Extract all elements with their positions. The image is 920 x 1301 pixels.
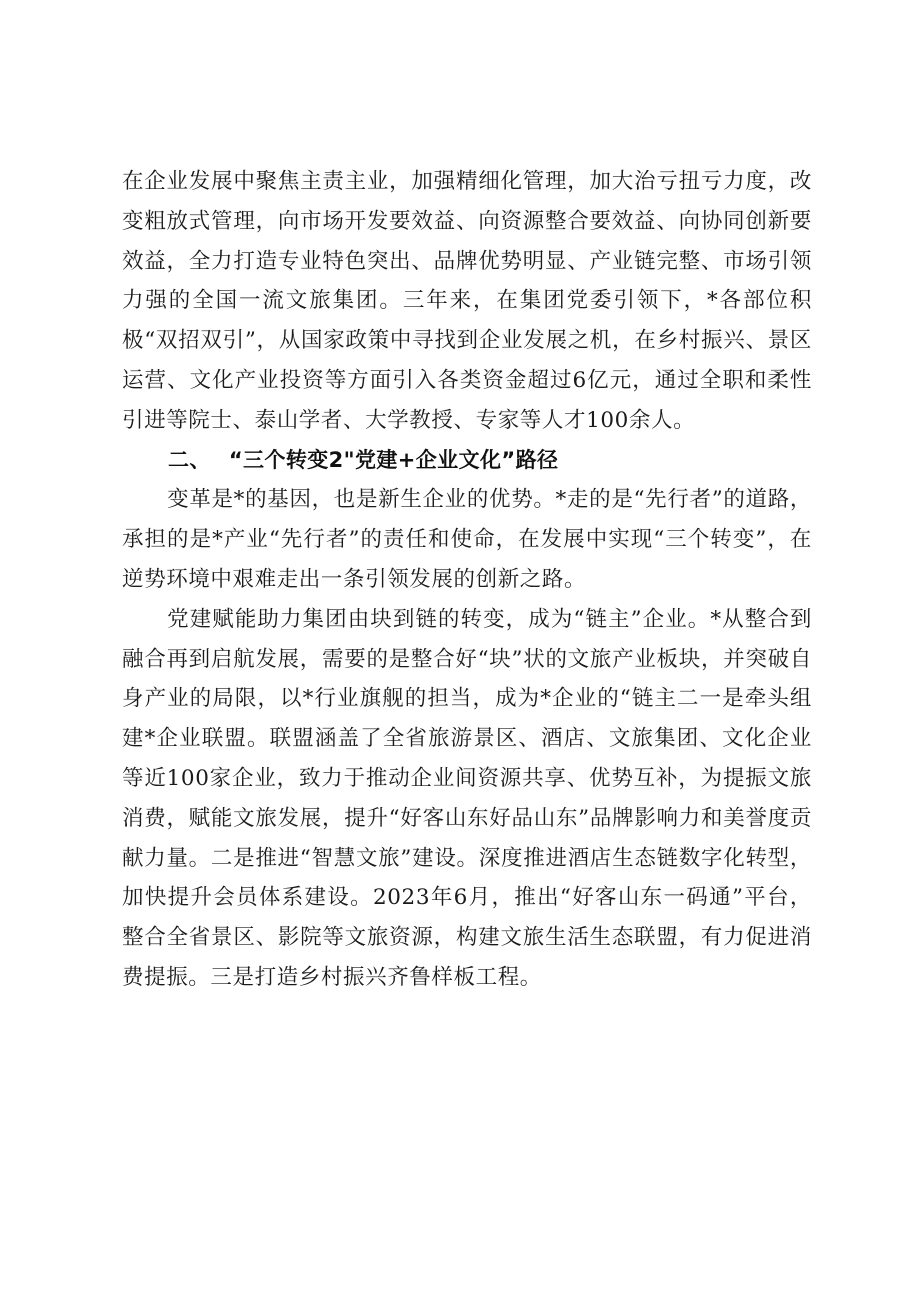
section-heading [122,441,812,481]
section-heading-number: 二、 [168,447,211,472]
paragraph-chain-transformation: 党建赋能助力集团由块到链的转变，成为“链主”企业。*从整合到融合再到启航发展，需要的是整合好“块”状的文旅产业板块，并突破自身产业的局限，以*行业旗舰的担当，成为*企业的“链主二一是牵头组建*企业联盟。联盟涵盖了全省旅游景区、酒店、文旅集团、文化企业等近100家企业，致力于推动企业间资源共享、优势互补，为提振文旅消费，赋能文旅发展，提升“好客山东好品山东”品牌影响力和美誉度贡献力量。二是推进“智慧文旅”建设。深度推进酒店生态链数字化转型，加快提升会员体系建设。2023年6月，推出“好客山东一码通”平台，整合全省景区、影院等文旅资源，构建文旅生活生态联盟，有力促进消费提振。三是打造乡村振兴齐鲁样板工程。 [122,606,812,990]
paragraph-enterprise-development: 在企业发展中聚焦主责主业，加强精细化管理，加大治亏扭亏力度，改变粗放式管理，向市场开发要效益、向资源整合要效益、向协同创新要效益，全力打造专业特色突出、品牌优势明显、产业链完整、市场引领力强的全国一流文旅集团。三年来，在集团党委引领下，*各部位积极“双招双引”，从国家政策中寻找到企业发展之机，在乡村振兴、景区运营、文化产业投资等方面引入各类资金超过6亿元，通过全职和柔性引进等院士、泰山学者、大学教授、专家等人才100余人。 [122,169,812,433]
document-body [122,162,812,998]
section-heading-title: “三个转变2"党建+企业文化”路径 [228,447,559,472]
paragraph-reform-gene: 变革是*的基因，也是新生企业的优势。*走的是“先行者”的道路，承担的是*产业“先行者”的责任和使命，在发展中实现“三个转变”，在逆势环境中艰难走出一条引领发展的创新之路。 [122,487,812,592]
